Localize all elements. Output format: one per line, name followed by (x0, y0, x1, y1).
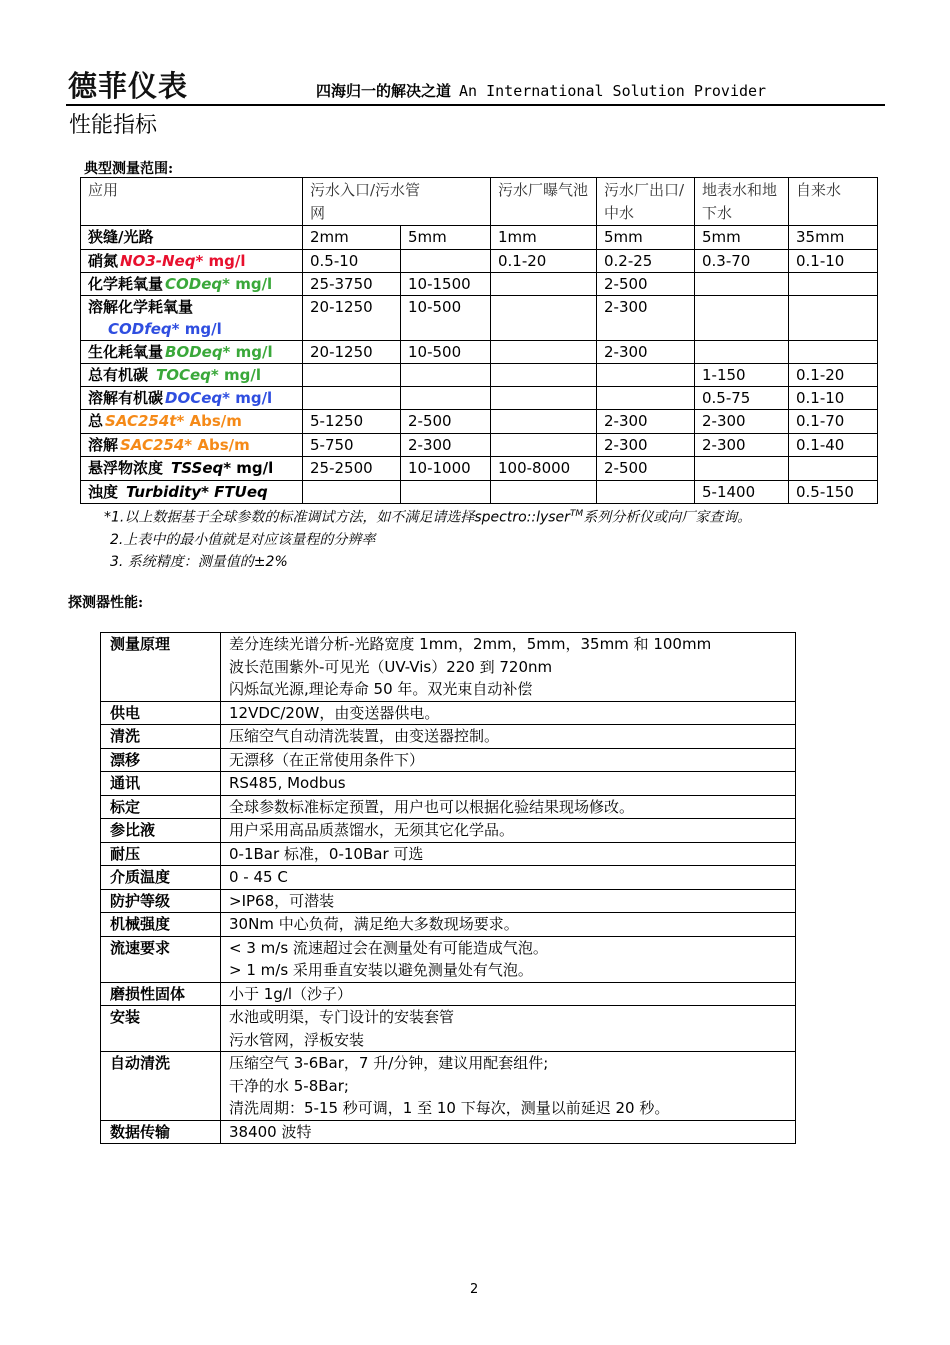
range-value-cell (597, 387, 695, 410)
range-value-cell (401, 481, 491, 504)
range-value-cell: 1mm (491, 226, 597, 250)
spec-line: 30Nm 中心负荷，满足绝大多数现场要求。 (229, 915, 519, 933)
range-value-cell (789, 296, 878, 341)
parameter-name: 溶解化学耗氧量 (88, 298, 194, 316)
range-value-cell (695, 457, 789, 481)
range-row (81, 341, 878, 364)
parameter-cell (81, 387, 303, 410)
spec-key: 耐压 (101, 842, 221, 866)
parameter-code: Turbidity* (126, 483, 209, 501)
range-row (81, 273, 878, 296)
parameter-code: SAC254t* (105, 412, 185, 430)
range-value-cell (491, 410, 597, 434)
range-value-cell (789, 341, 878, 364)
page-title: 性能指标 (69, 113, 158, 138)
range-value-cell (789, 273, 878, 296)
range-value-cell: 0.3-70 (695, 250, 789, 273)
spec-line: 水池或明渠，专门设计的安装套管 (229, 1008, 455, 1026)
parameter-name: 生化耗氧量 (88, 343, 164, 361)
parameter-name: 溶解有机碳 (88, 389, 164, 407)
spec-row (101, 889, 796, 913)
spec-row (101, 982, 796, 1006)
spec-line: 38400 波特 (229, 1122, 312, 1141)
parameter-cell (81, 410, 303, 434)
parameter-unit: Abs/m (184, 412, 242, 430)
parameter-unit: mg/l (203, 252, 246, 270)
parameter-name: 浊度 (88, 483, 119, 501)
range-row (81, 457, 878, 481)
spec-key: 参比液 (101, 819, 221, 843)
spec-row (101, 866, 796, 890)
range-value-cell (303, 364, 401, 387)
page-number: 2 (470, 1282, 479, 1297)
header-cell: 污水厂曝气池 (491, 178, 597, 226)
range-value-cell (695, 341, 789, 364)
range-value-cell: 5mm (401, 226, 491, 250)
range-value-cell (597, 481, 695, 504)
parameter-name: 狭缝/光路 (88, 228, 154, 246)
spec-line: 全球参数标准标定预置，用户也可以根据化验结果现场修改。 (229, 797, 635, 816)
spec-line: 污水管网，浮板安装 (229, 1030, 365, 1049)
spec-value (221, 936, 796, 982)
range-value-cell: 0.5-150 (789, 481, 878, 504)
spec-row (101, 1120, 796, 1144)
range-row (81, 250, 878, 273)
spec-line: 0-1Bar 标准，0-10Bar 可选 (229, 844, 424, 863)
spec-row (101, 772, 796, 796)
range-value-cell (303, 387, 401, 410)
spec-line: 差分连续光谱分析-光路宽度 1mm，2mm，5mm，35mm 和 100mm (229, 635, 712, 653)
spec-line: 压缩空气自动清洗装置，由变送器控制。 (229, 727, 500, 745)
range-value-cell: 100-8000 (491, 457, 597, 481)
parameter-cell (81, 341, 303, 364)
range-value-cell (491, 341, 597, 364)
detector-table-body (101, 633, 796, 1144)
range-value-cell (491, 481, 597, 504)
parameter-name: 总 (88, 412, 104, 430)
range-row (81, 387, 878, 410)
spec-row (101, 701, 796, 725)
range-value-cell: 10-500 (401, 296, 491, 341)
spec-value (221, 866, 796, 890)
range-value-cell: 25-3750 (303, 273, 401, 296)
spec-row (101, 748, 796, 772)
spec-key: 流速要求 (101, 936, 221, 982)
range-value-cell (789, 457, 878, 481)
range-value-cell: 0.2-25 (597, 250, 695, 273)
spec-value (221, 772, 796, 796)
range-value-cell: 10-500 (401, 341, 491, 364)
spec-key: 标定 (101, 795, 221, 819)
range-value-cell: 2-300 (597, 434, 695, 457)
spec-row (101, 633, 796, 702)
spec-line: RS485, Modbus (229, 774, 346, 792)
parameter-cell (81, 481, 303, 504)
range-value-cell: 20-1250 (303, 341, 401, 364)
spec-value (221, 1052, 796, 1121)
header-rule (66, 104, 885, 106)
spec-value (221, 701, 796, 725)
range-value-cell: 5-1400 (695, 481, 789, 504)
spec-line: 干净的水 5-8Bar; (229, 1076, 349, 1095)
range-row (81, 364, 878, 387)
note-3: 3. 系统精度：测量值的±2% (110, 553, 288, 570)
parameter-cell (81, 273, 303, 296)
spec-row (101, 1006, 796, 1052)
range-value-cell: 2-300 (695, 434, 789, 457)
parameter-unit: mg/l (229, 275, 273, 293)
range-value-cell (401, 387, 491, 410)
spec-value (221, 913, 796, 937)
parameter-unit: mg/l (230, 343, 273, 361)
parameter-name: 溶解 (88, 436, 119, 454)
parameter-code: NO3-Neq* (120, 252, 204, 270)
range-value-cell: 0.1-40 (789, 434, 878, 457)
header-cell: 应用 (81, 178, 303, 226)
spec-line: 0 - 45 C (229, 868, 288, 886)
spec-line: 波长范围紫外-可见光（UV-Vis）220 到 720nm (229, 657, 553, 676)
range-value-cell: 2-500 (597, 273, 695, 296)
range-value-cell: 0.5-75 (695, 387, 789, 410)
spec-key: 数据传输 (101, 1120, 221, 1144)
range-value-cell (491, 434, 597, 457)
spec-line: 清洗周期：5-15 秒可调，1 至 10 下每次，测量以前延迟 20 秒。 (229, 1099, 670, 1117)
parameter-unit: mg/l (231, 459, 274, 477)
range-value-cell (401, 250, 491, 273)
range-value-cell: 20-1250 (303, 296, 401, 341)
range-value-cell: 1-150 (695, 364, 789, 387)
range-value-cell (695, 273, 789, 296)
range-row (81, 481, 878, 504)
range-value-cell: 0.1-70 (789, 410, 878, 434)
parameter-code: SAC254* (120, 436, 193, 454)
parameter-name: 悬浮物浓度 (88, 459, 164, 477)
parameter-unit: FTUeq (208, 483, 268, 501)
note-2: 2.上表中的最小值就是对应该量程的分辨率 (110, 531, 376, 548)
spec-key: 供电 (101, 701, 221, 725)
spec-row (101, 842, 796, 866)
spec-row (101, 1052, 796, 1121)
parameter-unit: mg/l (229, 389, 273, 407)
parameter-cell (81, 457, 303, 481)
header-slogan (316, 80, 766, 101)
spec-value (221, 1120, 796, 1144)
spec-key: 介质温度 (101, 866, 221, 890)
header-cell: 污水入口/污水管网 (303, 178, 491, 226)
range-value-cell: 0.5-10 (303, 250, 401, 273)
parameter-cell (81, 364, 303, 387)
range-value-cell: 25-2500 (303, 457, 401, 481)
spec-value (221, 725, 796, 749)
spec-row (101, 913, 796, 937)
range-value-cell (491, 364, 597, 387)
spec-value (221, 842, 796, 866)
spec-value (221, 795, 796, 819)
parameter-cell (81, 250, 303, 273)
spec-key: 测量原理 (101, 633, 221, 702)
spec-line: 无漂移（在正常使用条件下） (229, 750, 425, 769)
parameter-cell (81, 296, 303, 341)
header-cell: 自来水 (789, 178, 878, 226)
parameter-code: CODfeq* (108, 320, 180, 338)
parameter-name: 总有机碳 (88, 366, 149, 384)
range-value-cell (491, 387, 597, 410)
spec-line: > 1 m/s 采用垂直安装以避免测量处有气泡。 (229, 961, 533, 979)
spec-line: 小于 1g/l（沙子） (229, 984, 353, 1003)
parameter-code: TOCeq* (156, 366, 219, 384)
detector-section-title: 探测器性能: (68, 595, 144, 611)
range-value-cell (597, 364, 695, 387)
range-value-cell: 2-500 (401, 410, 491, 434)
range-value-cell (491, 296, 597, 341)
spec-row (101, 795, 796, 819)
spec-key: 自动清洗 (101, 1052, 221, 1121)
range-value-cell: 10-1500 (401, 273, 491, 296)
range-value-cell: 2mm (303, 226, 401, 250)
range-value-cell: 5mm (695, 226, 789, 250)
spec-key: 安装 (101, 1006, 221, 1052)
range-value-cell: 5mm (597, 226, 695, 250)
parameter-name: 化学耗氧量 (88, 275, 164, 293)
range-value-cell: 10-1000 (401, 457, 491, 481)
spec-line: < 3 m/s 流速超过会在测量处有可能造成气泡。 (229, 938, 548, 957)
spec-key: 清洗 (101, 725, 221, 749)
range-section-title: 典型测量范围: (84, 161, 174, 177)
range-value-cell: 2-300 (695, 410, 789, 434)
spec-key: 机械强度 (101, 913, 221, 937)
company-logo: 德菲仪表 (68, 69, 189, 103)
parameter-unit: Abs/m (192, 436, 250, 454)
spec-value (221, 889, 796, 913)
spec-line: 压缩空气 3-6Bar，7 升/分钟，建议用配套组件; (229, 1054, 549, 1072)
spec-value (221, 1006, 796, 1052)
range-value-cell (695, 296, 789, 341)
spec-line: 用户采用高品质蒸馏水，无须其它化学品。 (229, 821, 515, 839)
parameter-unit: mg/l (179, 320, 222, 338)
spec-key: 漂移 (101, 748, 221, 772)
range-value-cell: 2-300 (597, 341, 695, 364)
range-row (81, 226, 878, 250)
detector-spec-table (100, 632, 796, 1144)
range-value-cell: 0.1-20 (789, 364, 878, 387)
slogan-chinese: 四海归一的解决之道 (316, 82, 452, 100)
spec-row (101, 819, 796, 843)
spec-line: >IP68，可潜装 (229, 891, 335, 910)
spec-row (101, 725, 796, 749)
header-cell: 地表水和地下水 (695, 178, 789, 226)
range-value-cell (401, 364, 491, 387)
spec-key: 通讯 (101, 772, 221, 796)
spec-line: 闪烁氙光源,理论寿命 50 年。双光束自动补偿 (229, 680, 533, 698)
range-value-cell: 5-1250 (303, 410, 401, 434)
range-value-cell: 0.1-10 (789, 387, 878, 410)
parameter-cell (81, 226, 303, 250)
range-value-cell: 0.1-20 (491, 250, 597, 273)
range-value-cell (491, 273, 597, 296)
range-row (81, 434, 878, 457)
range-value-cell (303, 481, 401, 504)
parameter-code: DOCeq* (165, 389, 230, 407)
parameter-code: BODeq* (165, 343, 231, 361)
measurement-range-table (80, 177, 878, 504)
spec-value (221, 748, 796, 772)
spec-value (221, 982, 796, 1006)
spec-key: 防护等级 (101, 889, 221, 913)
range-value-cell: 2-300 (401, 434, 491, 457)
range-value-cell: 0.1-10 (789, 250, 878, 273)
spec-key: 磨损性固体 (101, 982, 221, 1006)
range-value-cell: 35mm (789, 226, 878, 250)
parameter-name: 硝氮 (88, 252, 119, 270)
spec-value (221, 819, 796, 843)
parameter-cell (81, 434, 303, 457)
parameter-code: CODeq* (165, 275, 230, 293)
note-1: *1.以上数据基于全球参数的标准调试方法，如不满足请选择spectro::lyser™系列分析仪或向厂家查询。 (104, 509, 752, 526)
range-header-row (81, 178, 878, 226)
slogan-english: An International Solution Provider (459, 82, 767, 100)
range-row (81, 296, 878, 341)
parameter-code: TSSeq* (171, 459, 232, 477)
range-value-cell: 2-300 (597, 410, 695, 434)
spec-value (221, 633, 796, 702)
spec-row (101, 936, 796, 982)
range-value-cell: 5-750 (303, 434, 401, 457)
range-value-cell: 2-500 (597, 457, 695, 481)
range-value-cell: 2-300 (597, 296, 695, 341)
parameter-unit: mg/l (218, 366, 261, 384)
spec-line: 12VDC/20W，由变送器供电。 (229, 703, 440, 722)
header-cell: 污水厂出口/中水 (597, 178, 695, 226)
range-notes (104, 503, 751, 573)
range-table-body (81, 178, 878, 504)
range-row (81, 410, 878, 434)
